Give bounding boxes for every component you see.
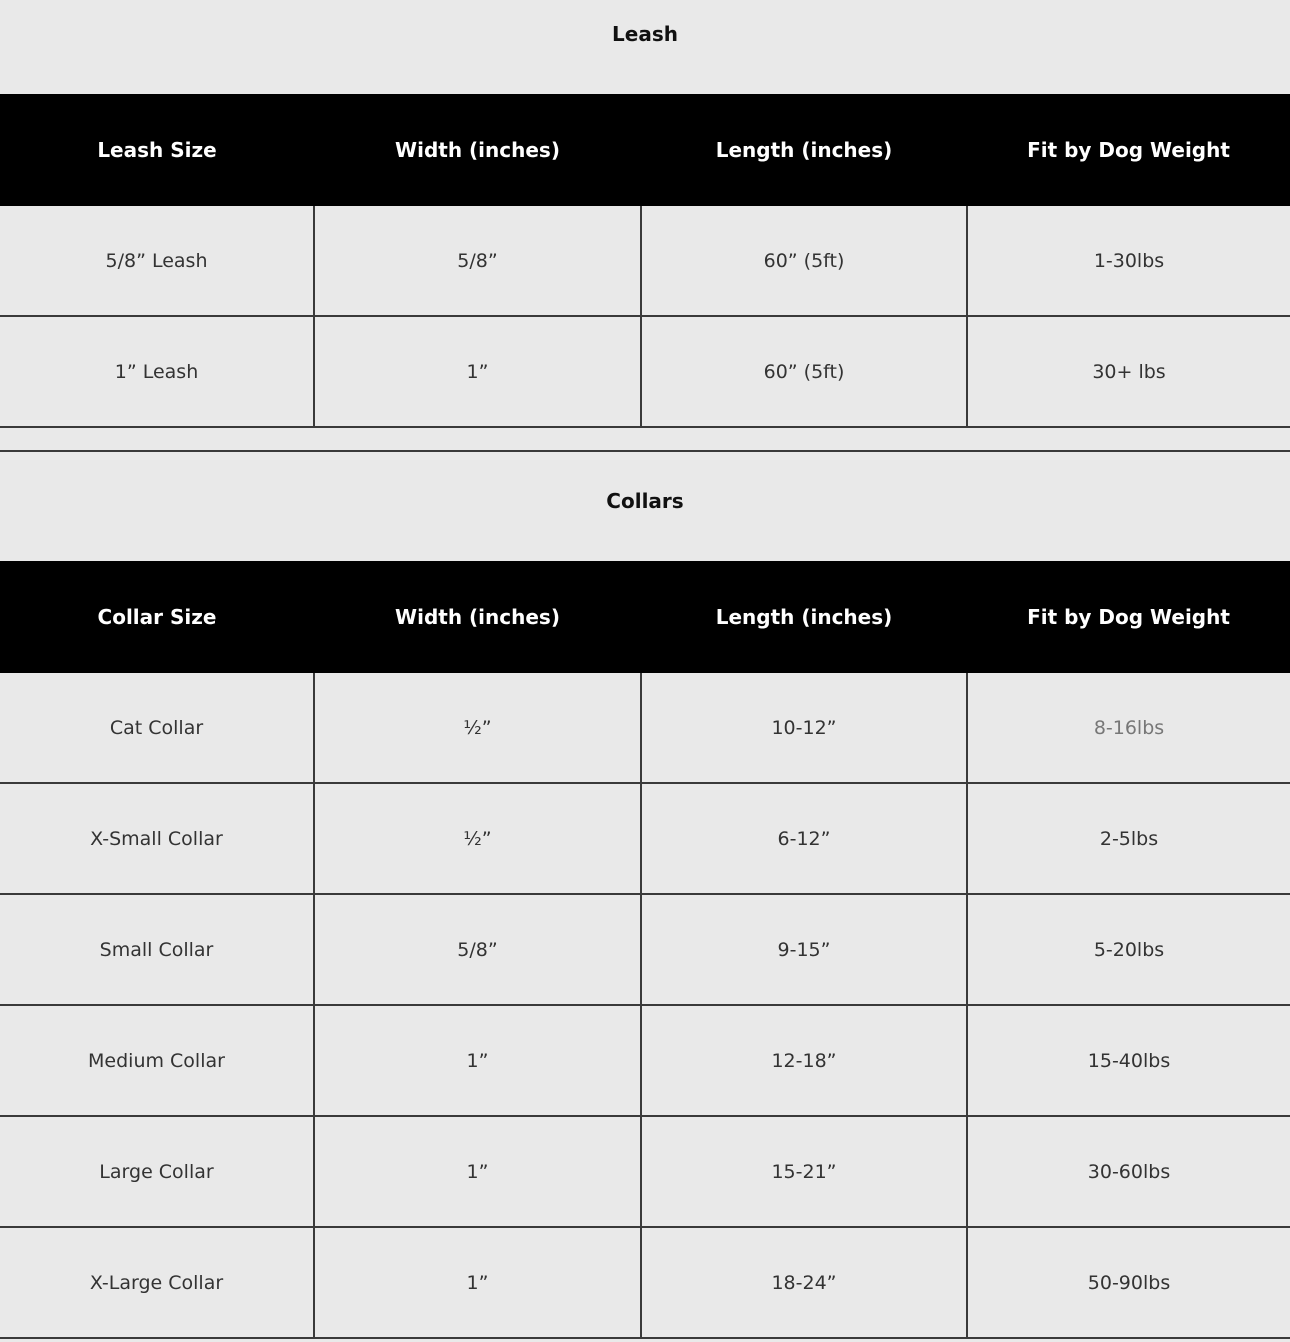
leash-section-title: Leash [612,22,678,46]
collar-size-cell: Cat Collar [0,673,314,783]
collar-length-cell: 9-15” [641,894,967,1005]
collar-length-cell: 10-12” [641,673,967,783]
collar-fit-cell: 5-20lbs [967,894,1290,1005]
collar-size-cell: Medium Collar [0,1005,314,1116]
collar-size-cell: Small Collar [0,894,314,1005]
collar-fit-cell: 15-40lbs [967,1005,1290,1116]
collar-size-cell: Large Collar [0,1116,314,1227]
leash-header-length: Length (inches) [641,94,967,206]
leash-header-row [0,94,1290,206]
collar-length-cell: 18-24” [641,1227,967,1338]
collar-length-cell: 6-12” [641,783,967,894]
collar-size-table [0,561,1290,1339]
leash-width-cell: 5/8” [314,206,641,316]
collar-header-length: Length (inches) [641,561,967,673]
leash-header-size: Leash Size [0,94,314,206]
leash-size-table [0,94,1290,428]
collar-width-cell: 1” [314,1005,641,1116]
leash-length-cell: 60” (5ft) [641,206,967,316]
leash-size-cell: 1” Leash [0,316,314,427]
collar-header-fit: Fit by Dog Weight [967,561,1290,673]
table-row [0,206,1290,316]
leash-length-cell: 60” (5ft) [641,316,967,427]
table-row [0,1116,1290,1227]
collar-fit-cell: 30-60lbs [967,1116,1290,1227]
collar-width-cell: ½” [314,783,641,894]
collar-size-cell: X-Large Collar [0,1227,314,1338]
table-row [0,894,1290,1005]
collar-header-size: Collar Size [0,561,314,673]
leash-fit-cell: 1-30lbs [967,206,1290,316]
leash-fit-cell: 30+ lbs [967,316,1290,427]
table-row [0,1005,1290,1116]
collar-header-width: Width (inches) [314,561,641,673]
table-row [0,783,1290,894]
table-row [0,1227,1290,1338]
section-divider [0,450,1290,452]
leash-size-cell: 5/8” Leash [0,206,314,316]
collar-length-cell: 15-21” [641,1116,967,1227]
collar-width-cell: 5/8” [314,894,641,1005]
collar-fit-cell: 2-5lbs [967,783,1290,894]
collar-fit-cell: 8-16lbs [967,673,1290,783]
collars-section-title: Collars [606,489,684,513]
collar-fit-cell: 50-90lbs [967,1227,1290,1338]
collar-width-cell: 1” [314,1116,641,1227]
collar-width-cell: 1” [314,1227,641,1338]
collar-header-row [0,561,1290,673]
collar-size-cell: X-Small Collar [0,783,314,894]
leash-header-width: Width (inches) [314,94,641,206]
collar-width-cell: ½” [314,673,641,783]
leash-width-cell: 1” [314,316,641,427]
collar-length-cell: 12-18” [641,1005,967,1116]
leash-header-fit: Fit by Dog Weight [967,94,1290,206]
table-row [0,316,1290,427]
table-row [0,673,1290,783]
